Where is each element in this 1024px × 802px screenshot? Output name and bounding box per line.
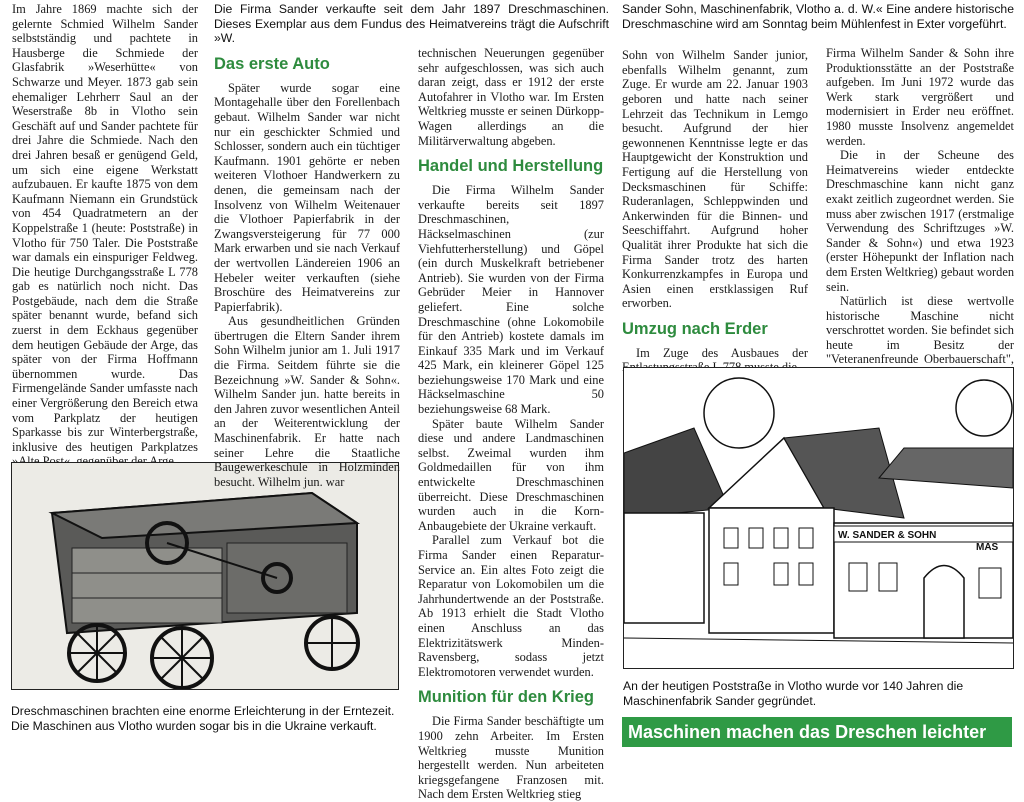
factory-building-drawing bbox=[623, 367, 1014, 669]
paragraph: Im Jahre 1869 machte sich der gelernte Schmied Wilhelm Sander selbstständig und pachtete in Hausberge die Schmiede der Glasfabrik »Weserhütte« von Schwarze und Meyer. 1873 gab sein ehemaliger Lehrherr Saul an der Weserstraße 8b in Vlotho sein Geschäft auf und Sander pachtete für drei Jahre die Schmiede. Nach den drei Jahren besaß er genügend Geld, um sich eine eigene Werkstatt aufzubauen. Er kaufte 1875 von dem Kaufmann Niemann ein Grundstück von 454 Quadratmetern an der Koppelstraße 1 (heute: Poststraße) in Vlotho für 750 Taler. Die Poststraße war damals ein einspuriger Feldweg. Die heutige Durchgangsstraße L 778 gab es natürlich noch nicht. Das Postgebäude, nach dem die Straße später benannt wurde, befand sich zuerst in dem Eckhaus gegenüber dem heutigen Gebäude der Arge, das später von der Firma Hoffmann übernommen wurde. Das Firmengelände Sander umfasste nach einer Vergrößerung den Bereich etwa vom Parkplatz der heutigen Sparkasse bis zur Winterbergstraße, inklusive des heutigen Parkplatzes bbox=[12, 2, 198, 454]
column-1 bbox=[12, 2, 198, 469]
photo-caption-2: An der heutigen Poststraße in Vlotho wurde vor 140 Jahren die Maschinenfabrik Sander gegründet. bbox=[623, 679, 964, 708]
factory-sign: W. SANDER & SOHN bbox=[838, 530, 937, 541]
article-headline-banner: Maschinen machen das Dreschen leichter bbox=[622, 717, 1012, 747]
photo-caption-intro-continued: Sander Sohn, Maschinenfabrik, Vlotho a. d. W.« Eine andere historische Dreschmaschine wird am Sonntag beim Mühlenfest in Exter vorgeführt. bbox=[622, 2, 1014, 31]
paragraph: Firma Wilhelm Sander & Sohn ihre Produktionsstätte an der Poststraße aufgeben. Im Juni 1972 wurde das Werk stark vergrößert und modernisiert in Erder neu eröffnet. 1980 musste Insolvenz angemeldet werden. bbox=[826, 46, 1014, 148]
paragraph: Die Firma Sander beschäftigte um 1900 zehn Arbeiter. Im Ersten Weltkrieg musste Munition hergestellt werden. Nun arbeiteten kriegsgefangene Franzosen mit. Nach dem Ersten Weltkrieg stieg bbox=[418, 714, 604, 802]
paragraph: Später wurde sogar eine Montagehalle über den Forellenbach gebaut. Wilhelm Sander war nicht nur ein geschickter Schmied und Schlosser, sondern auch ein tüchtiger Kaufmann. 1901 gehörte er neben weiteren Vlothoer Handwerkern zu denen, die gemeinsam nach der Insolvenz von Wilhelm Weitenauer die Vlothoer Papierfabrik in der Zwangsversteigerung für 77 000 Mark erwarben und sie nach Verkauf der wertvollen Ländereien 1906 an Hebeler weiter verkauften (siehe Broschüre des Heimatvereins zur Papierfabrik). bbox=[214, 80, 400, 314]
photo-caption-1: Dreschmaschinen brachten eine enorme Erleichterung in der Erntezeit. Die Maschinen aus Vlotho wurden sogar bis in die Ukraine verkauft. bbox=[11, 704, 395, 733]
paragraph: technischen Neuerungen gegenüber sehr aufgeschlossen, was sich auch daran zeigt, dass er 1912 der erste Autofahrer in Vlotho war. Im Ersten Weltkrieg musste er seinen Dürkopp-Wagen allerdings an die Militärverwaltung abgeben. bbox=[418, 46, 604, 148]
paragraph: Im Zuge des Ausbaues der bbox=[636, 345, 808, 360]
paragraph: Die Firma Wilhelm Sander verkaufte bereits seit 1897 Dreschmaschinen, Häckselmaschinen (zur Viehfutterherstellung) und Göpel (ein durch Muskelkraft betriebener Antrieb). Sie wurden von der Firma Gebrüder Meier in Hannover geliefert. Eine solche Dreschmaschine (ohne Lokomobile für den Antrieb) kostete damals im Einkauf 335 Mark und im Verkauf 425 Mark, ein kleinerer Göpel 125 beziehungsweise 170 Mark und eine Häckselmaschine 50 beziehungsweise 68 Mark. bbox=[418, 183, 604, 417]
paragraph: Parallel zum Verkauf bot die Firma Sander einen Reparatur-Service an. Ein altes Foto zeigt die Reparatur von Lokomobilen um die Jahrhundertwende an der Poststraße. Ab 1913 erhielt die Stadt Vlotho einen Anschluss an das Elektrizitätswerk Minden-Ravensberg, sodass jetzt Elektromotoren verwendet wurden. bbox=[418, 533, 604, 679]
factory-sign-2: MAS bbox=[976, 542, 999, 553]
paragraph: Die in der Scheune des Heimatvereins wieder entdeckte Dreschmaschine kann nicht ganz exakt zeitlich zugeordnet werden. Sie muss aber zwischen 1917 (erstmalige Verwendung des Schriftzuges »W. Sander & Sohn«) und etwa 1923 (erster Höhepunkt der Inflation nach dem Ersten Weltkrieg) gebaut worden sein. bbox=[826, 148, 1015, 294]
paragraph: Natürlich ist diese wertvolle historische Maschine nicht verschrottet worden. Sie befindet sich heute im Besitz der "Veteranenfreunde Oberbauerschaft", bbox=[826, 294, 1014, 367]
section-heading-erste-auto: Das erste Auto bbox=[214, 54, 330, 73]
threshing-machine-illustration bbox=[12, 463, 398, 689]
factory-illustration bbox=[624, 368, 1013, 668]
paragraph: Aus gesundheitlichen Gründen übertrugen die Eltern Sander ihrem Sohn Wilhelm junior am 1. Juli 1917 die Firma. Seitdem führte sie die Bezeichnung »W. Sander & Sohn«. Wilhelm Sander jun. hatte bereits in den Jahren zuvor wesentlichen Anteil an der Weiterentwicklung der Maschinenfabrik. Er hatte nach seiner Lehre die Staatliche Baugewerkeschule in Holzminden besucht. Wilhelm jun. war bbox=[214, 314, 400, 489]
paragraph: Später baute Wilhelm Sander diese und andere Landmaschinen selbst. Zweimal wurden ihm Goldmedaillen für von ihm entwickelte Dreschmaschinen überreicht. Diese Dreschmaschinen wurden auch in die Korn-Anbaugebiete der Ukraine verkauft. bbox=[418, 416, 604, 533]
photo-caption-intro: Die Firma Sander verkaufte seit dem Jahr 1897 Dreschmaschinen. Dieses Exemplar aus dem Fundus des Heimatvereins trägt die Aufschrift »W. bbox=[214, 2, 609, 46]
section-heading-umzug: Umzug nach Erder bbox=[622, 319, 768, 338]
column-3 bbox=[418, 46, 604, 802]
section-heading-handel: Handel und Herstellung bbox=[418, 157, 604, 176]
paragraph: Sohn von Wilhelm Sander junior, ebenfalls Wilhelm genannt, zum Zuge. Er wurde am 22. Januar 1903 geboren und hatte nach seiner Lehrzeit das Technikum in Lemgo besucht. Aufgrund der hier gewonnenen Kenntnisse legte er das Hauptgewicht der Konstruktion und Fertigung auf die Herstellung von Decksmaschinen für Schiffe: Ruderanlagen, Schleppwinden und Ankerwinden für die Binnen- und Seeschiffahrt. Aufgrund hoher Qualität ihrer Produkte hat sich die Firma Sander trotz des harten Konkurrenzkampfes in Europa und Asien einen erstklassigen Ruf erworben. bbox=[622, 48, 808, 311]
column-5 bbox=[826, 46, 1014, 382]
threshing-machine-photo bbox=[11, 462, 399, 690]
section-heading-munition: Munition für den Krieg bbox=[418, 688, 594, 707]
